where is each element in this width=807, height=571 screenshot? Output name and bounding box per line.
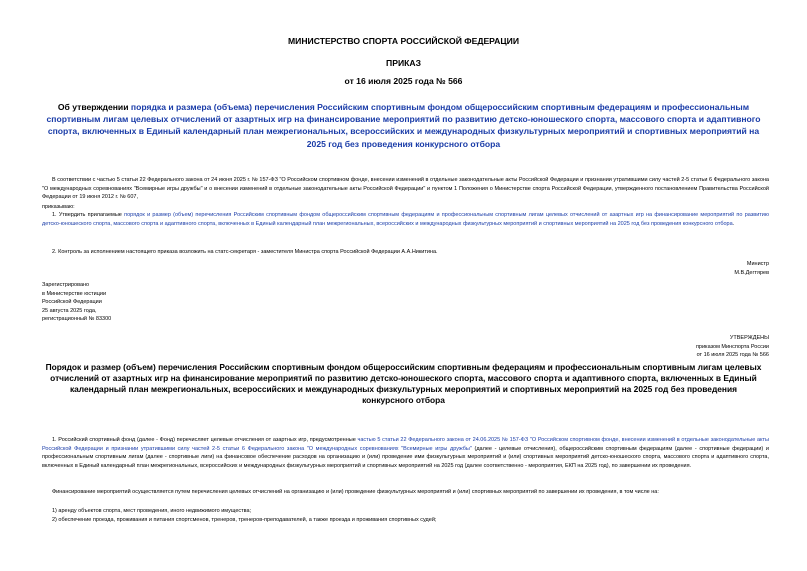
- approval-line: приказом Минспорта России: [695, 343, 769, 350]
- signature-position: Министр: [746, 261, 769, 267]
- annex-title: Порядок и размер (объем) перечисления Российским спортивным фондом общероссийским спортивным федерациям и профессиональным спортивным лигам целевых отчислений от азартных игр на финансирование мероприятий по развитию детско-юношеского спорта, массового спорта и адаптивного спорта, включенных в Единый календарный план межрегиональных, всероссийских и международных физкультурных мероприятий и спортивных мероприятий на 2025 год без проведения конкурсного отбора: [45, 362, 762, 405]
- intro-paragraph: В соответствии с частью 5 статьи 22 Федерального закона от 24 июня 2025 г. № 157-ФЗ "О Российском спортивном фонде, внесении изменений в отдельные законодательные акты Российской Федерации и признании утратившими силу частей 2-5 статьи 6 Федерального закона "О международных соревнованиях "Всемирные игры дружбы" и о внесении изменений в отдельные законодательные акты Российской Федерации" и пунктом 1 Положения о Министерстве спорта Российской Федерации, утвержденного постановлением Правительства Российской Федерации от 19 июня 2012 г. № 607,: [42, 177, 769, 200]
- registration-line: 25 августа 2025 года,: [42, 307, 97, 314]
- item1-prefix: 1. Утвердить прилагаемые: [52, 212, 125, 218]
- registration-line: Зарегистрировано: [42, 282, 90, 288]
- document-date: от 16 июля 2025 года № 566: [344, 76, 463, 86]
- approval-line: от 16 июля 2025 года № 566: [696, 352, 769, 358]
- approval-stamp: [696, 334, 769, 360]
- signature-block: [734, 260, 769, 277]
- annex-p1-suffix: (далее - целевые отчисления), общероссийским спортивным федерациям (далее - спортивные федерации) и профессиональным спортивным лигам (далее - спортивные лиги) на финансовое обеспечение расходов на организацию и (или) проведение ими физкультурных мероприятий и (или) спортивных мероприятий детско-юношеского спорта, массового спорта и адаптивного спорта, включенных в Единый календарный план межрегиональных, всероссийских и международных физкультурных мероприятий и спортивных мероприятий на 2025 год (далее соответственно - мероприятия, ЕКП на 2025 год), по завершении их проведения.: [42, 445, 769, 469]
- annex-p1-link[interactable]: частью 5 статьи 22 Федерального закона от 24.06.2025 № 157-ФЗ "О Российском спортивном фонде, внесении изменений в отдельные законодательные акты Российской Федерации и признании утратившими силу частей 2-5 статьи 6 Федерального закона "О международных соревнованиях "Всемирные игры дружбы": [42, 437, 769, 452]
- registration-line: Российской Федерации: [42, 299, 102, 305]
- registration-block: [42, 281, 111, 324]
- annex-paragraph-1: [42, 436, 769, 470]
- item1-link[interactable]: порядок и размер (объем) перечисления Российским спортивным фондом общероссийским спортивным федерациям и профессиональным спортивным лигам целевых отчислений от азартных игр на финансирование мероприятий по развитию детско-юношеского спорта, массового спорта и адаптивного спорта, включенных в Единый календарный план межрегиональных, всероссийских и международных физкультурных мероприятий и спортивных мероприятий на 2025 год без проведения конкурсного отбора: [42, 212, 769, 227]
- registration-line: в Министерстве юстиции: [42, 290, 107, 297]
- title-prefix: Об утверждении: [57, 102, 131, 112]
- registration-line: регистрационный № 83300: [42, 316, 112, 322]
- ordered-word: приказываю:: [42, 204, 75, 210]
- signature-name: М.В.Дегтярев: [734, 269, 769, 276]
- ministry-name: МИНИСТЕРСТВО СПОРТА РОССИЙСКОЙ ФЕДЕРАЦИИ: [287, 36, 519, 46]
- annex-paragraph-financing: Финансирование мероприятий осуществляется путем перечисления целевых отчислений на организацию и (или) проведение физкультурных мероприятий и (или) спортивных мероприятий по завершении их проведения, в том числе на:: [52, 489, 659, 495]
- annex-p1-prefix: 1. Российский спортивный фонд (далее - Фонд) перечисляет целевые отчисления от азартных игр, предусмотренные: [52, 437, 358, 443]
- document-type: ПРИКАЗ: [386, 58, 421, 68]
- title-link[interactable]: порядка и размера (объема) перечисления Российским спортивным фондом общероссийским спортивным федерациям и профессиональным спортивным лигам целевых отчислений от азартных игр на финансирование мероприятий по развитию детско-юношеского спорта, массового спорта и адаптивного спорта, включенных в Единый календарный план межрегиональных, всероссийских и международных физкультурных мероприятий и спортивных мероприятий на 2025 год без проведения конкурсного отбора: [46, 102, 761, 149]
- order-item-1: [42, 211, 769, 228]
- document-title: [44, 101, 763, 150]
- approval-line: УТВЕРЖДЕНЫ: [729, 335, 769, 341]
- item1-suffix: .: [732, 220, 735, 227]
- order-item-2: 2. Контроль за исполнением настоящего приказа возложить на статс-секретаря - заместителя Министра спорта Российской Федерации А.А.Никитина.: [52, 249, 438, 255]
- annex-list-item: 1) аренду объектов спорта, мест проведения, иного недвижимого имущества;: [52, 508, 252, 514]
- annex-list-item: 2) обеспечение проезда, проживания и питания спортсменов, тренеров, тренеров-преподавателей, а также проезда и проживания спортивных судей;: [52, 517, 437, 523]
